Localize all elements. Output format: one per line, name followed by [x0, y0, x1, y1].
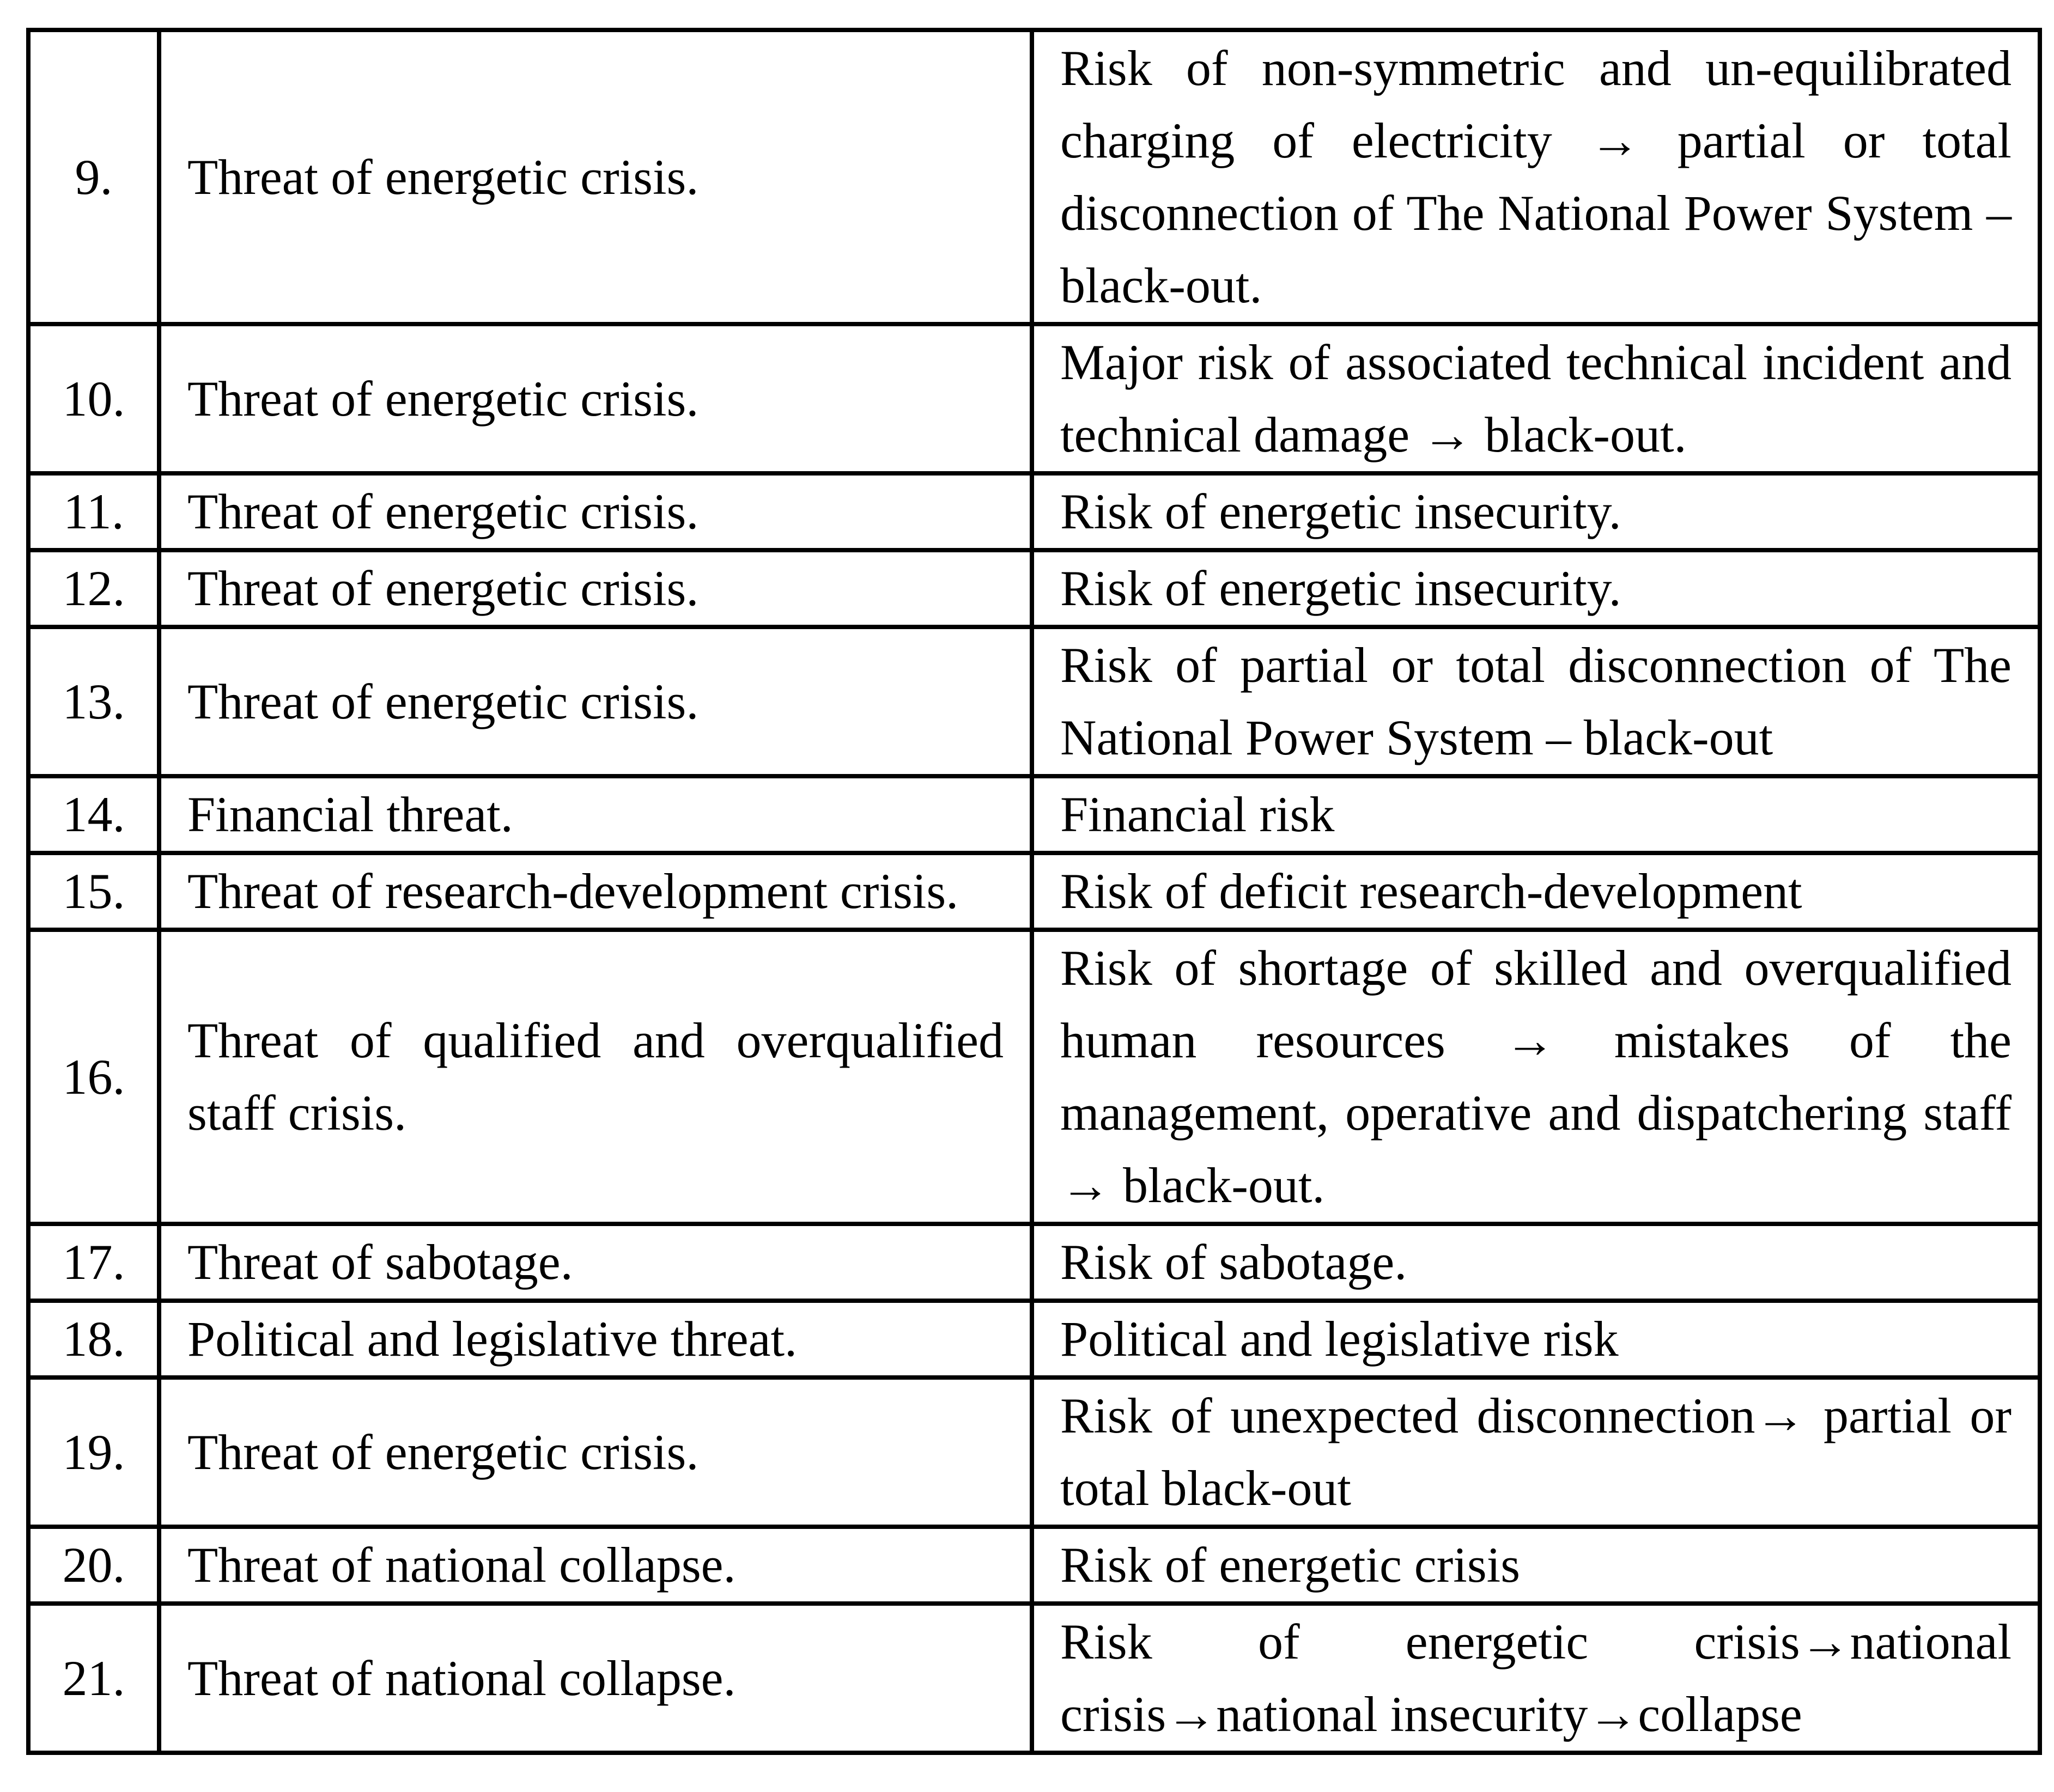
threat-cell: Threat of energetic crisis. — [159, 30, 1032, 324]
risk-cell: Risk of shortage of skilled and overqualified human resources → mistakes of the management, operative and dispatchering staff → black-out. — [1032, 930, 2040, 1224]
threat-risk-table — [26, 28, 2042, 1755]
row-number-cell: 18. — [28, 1301, 159, 1377]
threat-cell: Threat of energetic crisis. — [159, 473, 1032, 550]
risk-cell: Major risk of associated technical incident and technical damage → black-out. — [1032, 324, 2040, 473]
table-body — [28, 30, 2040, 1753]
row-number-cell: 19. — [28, 1377, 159, 1527]
threat-cell: Threat of energetic crisis. — [159, 1377, 1032, 1527]
row-number-cell: 9. — [28, 30, 159, 324]
threat-cell: Threat of energetic crisis. — [159, 324, 1032, 473]
table-row — [28, 627, 2040, 776]
threat-cell: Threat of national collapse. — [159, 1527, 1032, 1604]
threat-cell: Threat of qualified and overqualified staff crisis. — [159, 930, 1032, 1224]
row-number-cell: 21. — [28, 1604, 159, 1753]
risk-cell: Political and legislative risk — [1032, 1301, 2040, 1377]
risk-cell: Risk of unexpected disconnection→ partial or total black-out — [1032, 1377, 2040, 1527]
table-row — [28, 1301, 2040, 1377]
table-row — [28, 776, 2040, 853]
threat-cell: Threat of energetic crisis. — [159, 550, 1032, 627]
risk-cell: Risk of energetic crisis→national crisis→national insecurity→collapse — [1032, 1604, 2040, 1753]
risk-cell: Risk of energetic insecurity. — [1032, 550, 2040, 627]
row-number-cell: 16. — [28, 930, 159, 1224]
row-number-cell: 15. — [28, 853, 159, 930]
threat-cell: Threat of national collapse. — [159, 1604, 1032, 1753]
table-row — [28, 1377, 2040, 1527]
row-number-cell: 10. — [28, 324, 159, 473]
row-number-cell: 13. — [28, 627, 159, 776]
threat-cell: Financial threat. — [159, 776, 1032, 853]
threat-cell: Threat of sabotage. — [159, 1224, 1032, 1301]
table-row — [28, 853, 2040, 930]
threat-cell: Threat of energetic crisis. — [159, 627, 1032, 776]
risk-cell: Risk of partial or total disconnection of The National Power System – black-out — [1032, 627, 2040, 776]
row-number-cell: 17. — [28, 1224, 159, 1301]
threat-cell: Threat of research-development crisis. — [159, 853, 1032, 930]
table-row — [28, 550, 2040, 627]
row-number-cell: 14. — [28, 776, 159, 853]
table-row — [28, 30, 2040, 324]
table-row — [28, 1527, 2040, 1604]
threat-cell: Political and legislative threat. — [159, 1301, 1032, 1377]
table-row — [28, 1604, 2040, 1753]
row-number-cell: 11. — [28, 473, 159, 550]
risk-cell: Financial risk — [1032, 776, 2040, 853]
risk-cell: Risk of energetic insecurity. — [1032, 473, 2040, 550]
paper-page — [0, 28, 2054, 1755]
row-number-cell: 20. — [28, 1527, 159, 1604]
table-row — [28, 930, 2040, 1224]
row-number-cell: 12. — [28, 550, 159, 627]
risk-cell: Risk of non-symmetric and un-equilibrated charging of electricity → partial or total disconnection of The National Power System – black-out. — [1032, 30, 2040, 324]
risk-cell: Risk of sabotage. — [1032, 1224, 2040, 1301]
risk-cell: Risk of deficit research-development — [1032, 853, 2040, 930]
table-row — [28, 473, 2040, 550]
table-row — [28, 1224, 2040, 1301]
table-row — [28, 324, 2040, 473]
risk-cell: Risk of energetic crisis — [1032, 1527, 2040, 1604]
